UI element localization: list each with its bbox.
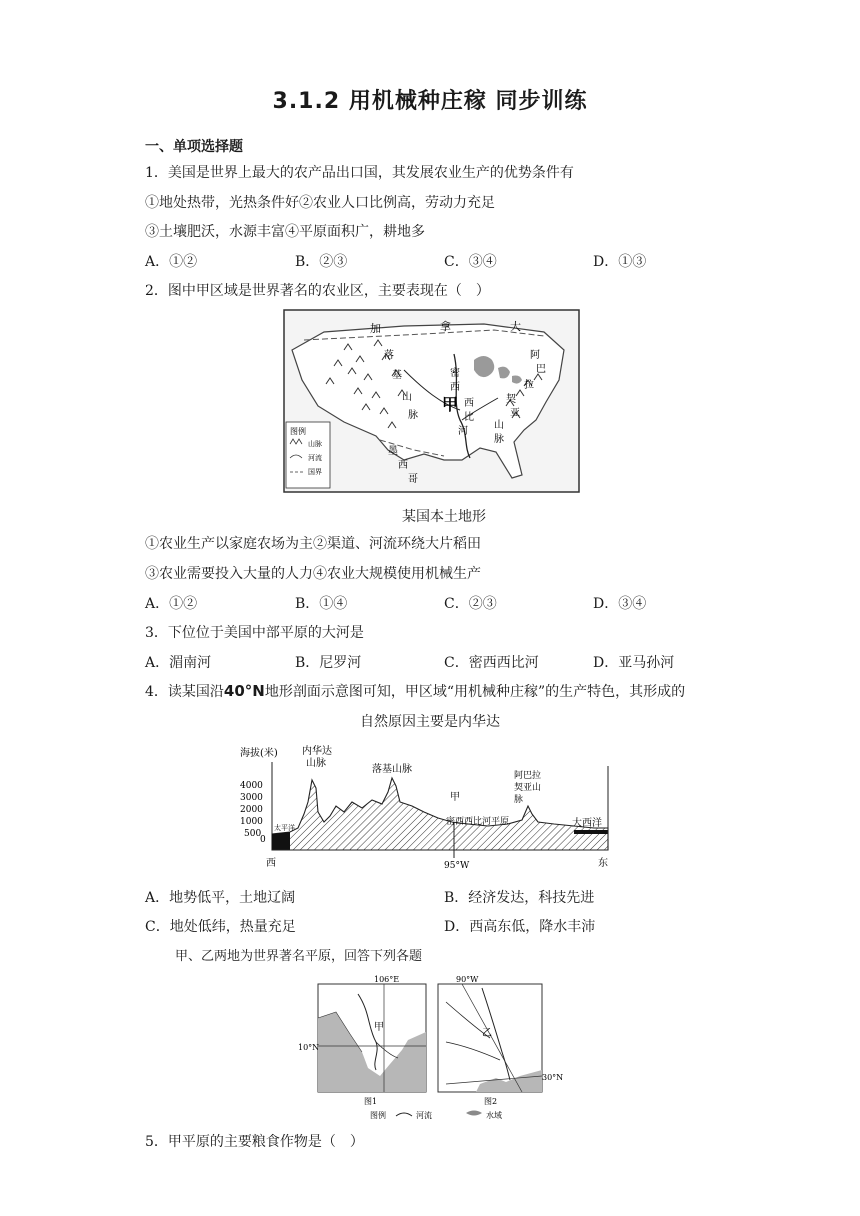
q1-option-c[interactable]: C．③④ xyxy=(444,254,497,270)
profile-ytick-1000: 1000 xyxy=(240,817,263,827)
map-legend-border: 国界 xyxy=(308,468,322,476)
q1-option-a[interactable]: A．①② xyxy=(145,254,198,270)
q1-stem: 1．美国是世界上最大的农产品出口国，其发展农业生产的优势条件有 xyxy=(145,165,574,181)
map-label-rocky-2: 基 xyxy=(392,370,402,381)
profile-meridian: 95°W xyxy=(444,861,470,871)
profile-ylabel: 海拔(米) xyxy=(240,748,278,759)
q3-option-c[interactable]: C．密西西比河 xyxy=(444,655,539,671)
profile-label-appal-1: 阿巴拉 xyxy=(514,771,542,781)
profile-west: 西 xyxy=(266,858,276,869)
fig1-name: 图1 xyxy=(364,1097,378,1106)
q3-option-b[interactable]: B．尼罗河 xyxy=(295,655,362,671)
map-label-mexico-1: 墨 xyxy=(388,446,398,457)
q1-statement-3-4: ③土壤肥沃，水源丰富④平原面积广，耕地多 xyxy=(145,224,425,240)
page-title: 3.1.2 用机械种庄稼 同步训练 xyxy=(272,89,588,114)
q2-statement-3-4: ③农业需要投入大量的人力④农业大规模使用机械生产 xyxy=(145,566,481,582)
q4-option-a[interactable]: A．地势低平，土地辽阔 xyxy=(145,890,296,906)
fig1-latitude: 10°N xyxy=(298,1043,320,1052)
profile-label-atlantic: 大西洋 xyxy=(572,818,602,829)
q2-statement-1-2: ①农业生产以家庭农场为主②渠道、河流环绕大片稻田 xyxy=(145,536,481,552)
terrain-profile-40n xyxy=(238,742,610,872)
section-heading: 一、单项选择题 xyxy=(145,139,243,155)
plains-legend-river: 河流 xyxy=(416,1111,432,1120)
q4-stem-c: 地形剖面示意图可知，甲区域“用机械种庄稼”的生产特色，其形成的 xyxy=(264,684,686,700)
group-intro: 甲、乙两地为世界著名平原，回答下列各题 xyxy=(175,949,423,964)
q4-option-c[interactable]: C．地处低纬，热量充足 xyxy=(145,919,296,935)
q4-stem xyxy=(145,681,685,701)
map-label-appal-1: 阿 xyxy=(530,350,540,361)
q3-option-d[interactable]: D．亚马孙河 xyxy=(593,655,675,671)
profile-ytick-0: 0 xyxy=(260,835,266,845)
q2-option-a[interactable]: A．①② xyxy=(145,596,198,612)
map-label-miss-3: 西 xyxy=(464,398,474,409)
figure-1 xyxy=(298,975,426,1106)
map-caption: 某国本土地形 xyxy=(402,509,486,525)
q1-option-d[interactable]: D．①③ xyxy=(593,254,647,270)
q2-stem: 2．图中甲区域是世界著名的农业区，主要表现在（ ） xyxy=(145,283,490,299)
map-label-appal-4: 契 xyxy=(506,394,516,405)
map-label-miss-4: 比 xyxy=(464,412,474,423)
us-terrain-map xyxy=(284,310,579,492)
map-label-appal-2: 巴 xyxy=(536,364,546,375)
map-legend-mountain: 山脉 xyxy=(308,440,322,448)
fig2-longitude: 90°W xyxy=(456,975,479,984)
map-label-mexico-3: 哥 xyxy=(408,474,418,485)
map-label-rocky-4: 脉 xyxy=(408,410,418,421)
map-label-canada-2: 拿 xyxy=(440,320,451,333)
fig1-label-jia: 甲 xyxy=(374,1022,384,1033)
profile-ytick-3000: 3000 xyxy=(240,793,263,803)
profile-label-nevada-1: 内华达 xyxy=(302,746,332,757)
map-label-appal-6: 山 xyxy=(494,420,504,431)
map-label-canada-1: 加 xyxy=(370,322,381,335)
map-label-rocky-1: 落 xyxy=(384,350,394,361)
profile-label-miss-plain: 密西西比河平原 xyxy=(446,817,510,827)
map-label-mexico-2: 西 xyxy=(398,460,408,471)
profile-label-jia: 甲 xyxy=(450,792,460,803)
q5-stem: 5．甲平原的主要粮食作物是（ ） xyxy=(145,1134,364,1150)
profile-label-appal-3: 脉 xyxy=(514,795,524,805)
profile-label-rocky: 落基山脉 xyxy=(372,764,412,775)
profile-label-nevada-2: 山脉 xyxy=(306,758,326,769)
fig2-name: 图2 xyxy=(484,1097,498,1106)
profile-ytick-2000: 2000 xyxy=(240,805,263,815)
figure-2 xyxy=(438,975,563,1106)
map-label-appal-7: 脉 xyxy=(494,434,504,445)
plains-figures xyxy=(298,972,564,1124)
fig1-longitude: 106°E xyxy=(374,975,400,984)
profile-label-pacific: 太平洋 xyxy=(274,824,295,832)
profile-ytick-500: 500 xyxy=(244,829,262,839)
q4-stem-latitude: 40°N xyxy=(223,682,265,700)
profile-ytick-4000: 4000 xyxy=(240,781,263,791)
q4-stem-a: 4．读某国沿 xyxy=(145,684,224,700)
profile-label-appal-2: 契亚山 xyxy=(514,783,542,793)
fig2-label-yi: 乙 xyxy=(482,1028,492,1039)
q2-option-c[interactable]: C．②③ xyxy=(444,596,497,612)
q3-option-a[interactable]: A．湄南河 xyxy=(145,655,212,671)
map-legend-title: 图例 xyxy=(290,427,306,436)
q4-stem-line2: 自然原因主要是内华达 xyxy=(360,714,500,730)
q1-option-b[interactable]: B．②③ xyxy=(295,254,348,270)
map-label-appal-5: 亚 xyxy=(510,408,520,419)
map-label-appal-3: 拉 xyxy=(524,380,534,391)
q4-option-b[interactable]: B．经济发达，科技先进 xyxy=(444,890,595,906)
map-label-jia: 甲 xyxy=(442,395,459,414)
profile-east: 东 xyxy=(598,858,608,869)
map-label-miss-5: 河 xyxy=(458,426,468,437)
map-label-miss-1: 密 xyxy=(450,368,460,379)
q4-option-d[interactable]: D．西高东低，降水丰沛 xyxy=(444,919,596,935)
q1-statement-1-2: ①地处热带，光热条件好②农业人口比例高，劳动力充足 xyxy=(145,195,495,211)
fig2-latitude: 30°N xyxy=(542,1073,564,1082)
q3-stem: 3．下位位于美国中部平原的大河是 xyxy=(145,625,364,641)
map-label-canada-3: 大 xyxy=(510,320,521,333)
q2-option-b[interactable]: B．①④ xyxy=(295,596,348,612)
plains-legend-title: 图例 xyxy=(370,1111,386,1120)
plains-legend-water: 水域 xyxy=(486,1111,502,1120)
map-label-miss-2: 西 xyxy=(450,382,460,393)
q2-option-d[interactable]: D．③④ xyxy=(593,596,647,612)
map-legend-river: 河流 xyxy=(308,454,322,462)
map-label-rocky-3: 山 xyxy=(402,392,412,403)
